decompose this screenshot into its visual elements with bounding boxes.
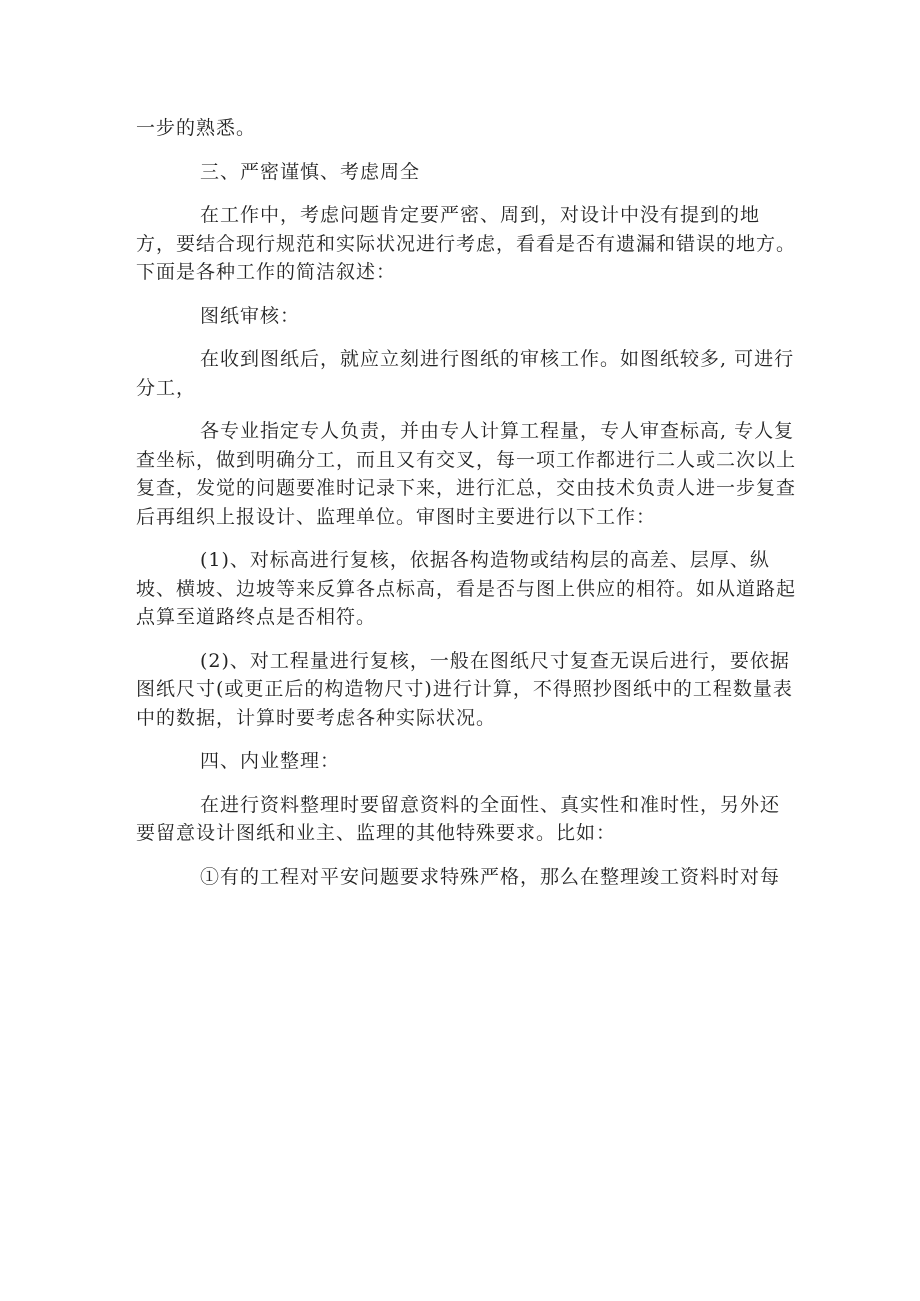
paragraph-5: 在收到图纸后，就应立刻进行图纸的审核工作。如图纸较多, 可进行分工， — [136, 348, 795, 399]
list-item-2: (2)、对工程量进行复核，一般在图纸尺寸复查无误后进行，要依据图纸尺寸(或更正后的构造物尺寸)进行计算，不得照抄图纸中的工程数量表中的数据，计算时要考虑各种实际状况。 — [136, 649, 793, 729]
document-body — [136, 114, 796, 906]
paragraph-3: 在工作中，考虑问题肯定要严密、周到，对设计中没有提到的地方，要结合现行规范和实际状况进行考虑，看看是否有遗漏和错误的地方。下面是各种工作的简洁叙述： — [136, 204, 797, 283]
paragraph-6: 各专业指定专人负责，并由专人计算工程量，专人审查标高, 专人复查坐标，做到明确分工，而且又有交叉，每一项工作都进行二人或二次以上复查，发觉的问题要准时记录下来，进行汇总，交由技术负责人进一步复查后再组织上报设计、监理单位。审图时主要进行以下工作： — [136, 420, 797, 528]
paragraph-1: 一步的熟悉。 — [136, 117, 257, 139]
paragraph-11: ①有的工程对平安问题要求特殊严格，那么在整理竣工资料时对每 — [200, 865, 781, 888]
subheading-drawing-review: 图纸审核： — [200, 304, 301, 327]
paragraph-10: 在进行资料整理时要留意资料的全面性、真实性和准时性，另外还要留意设计图纸和业主、监理的其他特殊要求。比如： — [136, 793, 781, 844]
section-heading-3: 三、严密谨慎、考虑周全 — [200, 160, 421, 183]
section-heading-4: 四、内业整理： — [200, 750, 341, 772]
list-item-1: (1)、对标高进行复核，依据各构造物或结构层的高差、层厚、纵坡、横坡、边坡等来反算各点标高，看是否与图上供应的相符。如从道路起点算至道路终点是否相符。 — [136, 549, 797, 628]
